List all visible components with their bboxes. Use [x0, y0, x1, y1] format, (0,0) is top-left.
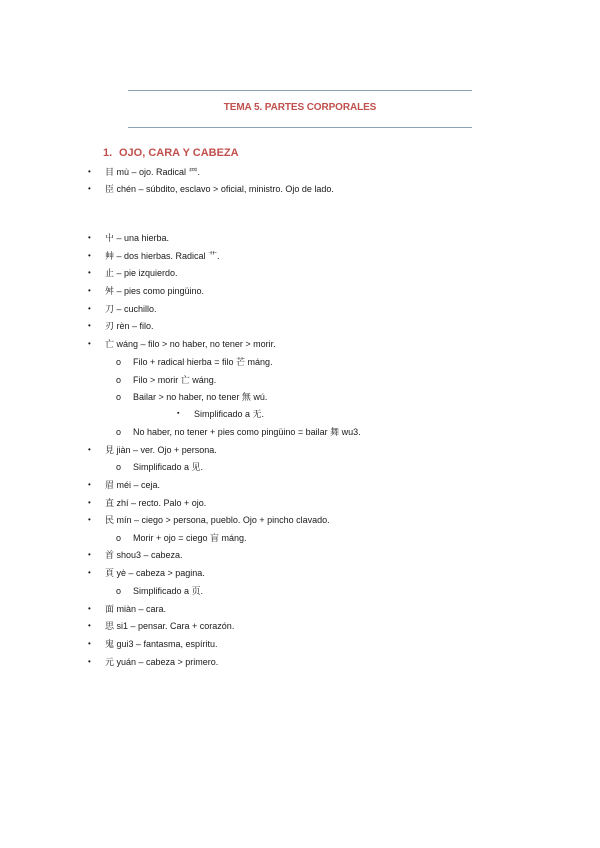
bullet-marker: •: [88, 639, 91, 648]
bullet-marker: •: [88, 480, 91, 489]
bullet-marker: •: [88, 568, 91, 577]
list-item: 面 miàn – cara.: [105, 604, 167, 614]
list-item: 首 shou3 – cabeza.: [105, 550, 183, 560]
bullet-marker: •: [88, 233, 91, 242]
document-title: TEMA 5. PARTES CORPORALES: [223, 102, 377, 113]
list-item: 舛 – pies como pingüino.: [105, 286, 205, 296]
list-item: Bailar > no haber, no tener 無 wú.: [133, 392, 268, 402]
bullet-marker: o: [116, 462, 122, 472]
section-heading: [103, 147, 239, 159]
bullet-marker: o: [116, 533, 122, 543]
bullet-marker: o: [116, 427, 122, 437]
section-number: 1.: [103, 147, 113, 159]
bullet-marker: •: [88, 604, 91, 613]
bullet-marker: •: [88, 321, 91, 330]
list-item: 艸 – dos hierbas. Radical 艹.: [105, 251, 220, 261]
list-item: No haber, no tener + pies como pingüino = bailar 舞 wu3.: [133, 427, 361, 437]
bullet-marker: o: [116, 392, 122, 402]
list-item: 元 yuán – cabeza > primero.: [105, 657, 219, 667]
bullet-marker: •: [88, 445, 91, 454]
bullet-marker: •: [88, 498, 91, 507]
list-item: 鬼 gui3 – fantasma, espíritu.: [105, 639, 218, 649]
list-item: 見 jiàn – ver. Ojo + persona.: [105, 445, 217, 455]
bullet-marker: •: [88, 621, 91, 630]
list-item: 直 zhí – recto. Palo + ojo.: [105, 498, 207, 508]
bullet-marker: •: [88, 184, 91, 193]
list-item: Morir + ojo = ciego 盲 máng.: [133, 533, 247, 543]
bullet-marker: •: [88, 304, 91, 313]
bullet-marker: •: [88, 657, 91, 666]
title-top-rule: [128, 90, 472, 91]
bullet-marker: •: [88, 167, 91, 176]
list-item: Filo > morir 亡 wáng.: [133, 375, 217, 385]
bullet-marker: o: [116, 375, 122, 385]
bullet-marker: •: [88, 251, 91, 260]
bullet-marker: o: [116, 357, 122, 367]
bullet-marker: •: [88, 286, 91, 295]
bullet-marker: •: [88, 515, 91, 524]
list-item: 目 mù – ojo. Radical 罒.: [105, 167, 201, 177]
bullet-marker: •: [88, 550, 91, 559]
list-item: 思 si1 – pensar. Cara + corazón.: [105, 621, 235, 631]
list-item: 眉 méi – ceja.: [105, 480, 161, 490]
section-heading-text: OJO, CARA Y CABEZA: [119, 147, 239, 159]
bullet-marker: •: [88, 339, 91, 348]
list-item: 頁 yè – cabeza > pagina.: [105, 568, 205, 578]
list-item: 屮 – una hierba.: [105, 233, 170, 243]
title-bottom-rule: [128, 127, 472, 128]
list-item: 刃 rèn – filo.: [105, 321, 154, 331]
list-item: 臣 chén – súbdito, esclavo > oficial, ministro. Ojo de lado.: [105, 184, 334, 194]
list-item: Simplificado a 见.: [133, 462, 204, 472]
list-item: 亡 wáng – filo > no haber, no tener > morir.: [105, 339, 276, 349]
list-item: 民 mín – ciego > persona, pueblo. Ojo + pincho clavado.: [105, 515, 330, 525]
list-item: Filo + radical hierba = filo 芒 máng.: [133, 357, 273, 367]
list-item: Simplificado a 页.: [133, 586, 204, 596]
bullet-marker: o: [116, 586, 122, 596]
list-item: 止 – pie izquierdo.: [105, 268, 178, 278]
list-item: 刀 – cuchillo.: [105, 304, 157, 314]
bullet-marker: ▪: [177, 410, 180, 417]
list-item: Simplificado a 无.: [194, 409, 265, 419]
bullet-marker: •: [88, 268, 91, 277]
